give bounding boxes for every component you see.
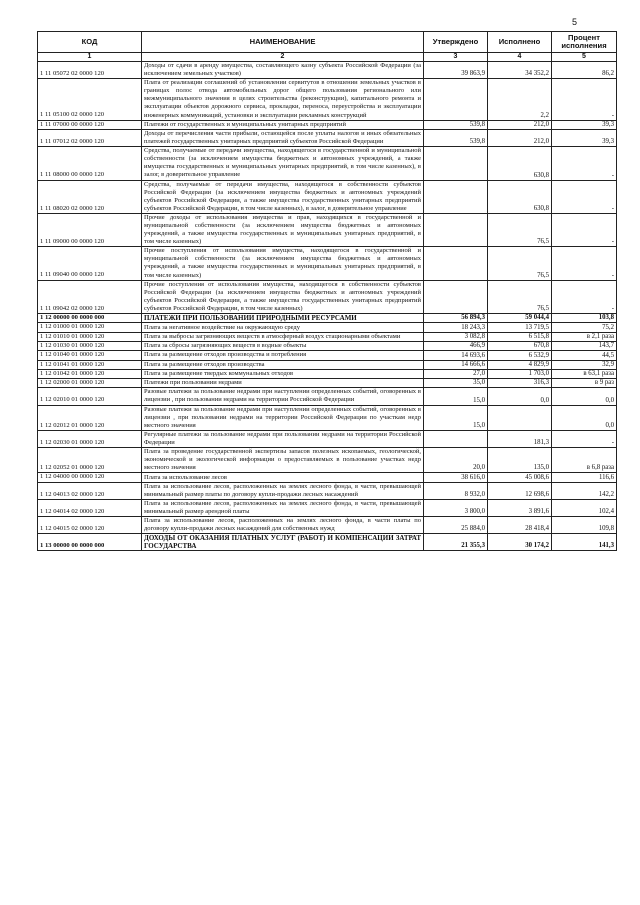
row-name: Средства, получаемые от передачи имущества, находящегося в собственности субъектов Российской Федерации (за исключением имущества бюджетных и автономных учреждений субъектов Российской Федерации, а также имущества государственных унитарных предприятий субъектов Российской Федерации, в том числе казенных), в залог, в доверительное управление [142, 180, 424, 213]
row-executed: 630,8 [488, 147, 552, 180]
table-header-row [38, 32, 617, 53]
table-row [38, 147, 617, 180]
page-number: 5 [572, 17, 578, 27]
row-executed: 6 532,9 [488, 351, 552, 360]
table-row [38, 473, 617, 482]
row-name: Прочие доходы от использования имущества и прав, находящихся в государственной и муниципальной собственности (за исключением имущества бюджетных и автономных учреждений, а также имущества государственных и муниципальных унитарных предприятий, в том числе казенных) [142, 213, 424, 246]
row-percent: 103,8 [552, 314, 617, 323]
column-number: 4 [488, 53, 552, 62]
row-name: Плата за размещение отходов производства и потребления [142, 351, 424, 360]
row-name: Плата от реализации соглашений об установлении сервитутов в отношении земельных участков в границах полос отвода автомобильных дорог общего пользования регионального или межмуниципального значения в целях строительства (реконструкции), капитального ремонта и эксплуатации объектов дорожного сервиса, прокладки, переноса, переустройства и эксплуатации инженерных коммуникаций, установки и эксплуатации рекламных конструкций [142, 79, 424, 120]
row-name: Платежи от государственных и муниципальных унитарных предприятий [142, 120, 424, 129]
row-approved: 35,0 [424, 379, 488, 388]
row-approved: 20,0 [424, 448, 488, 473]
row-percent: в 6,8 раза [552, 448, 617, 473]
row-name: Плата за использование лесов, расположенных на землях лесного фонда, в части, превышающей минимальный размер арендной платы [142, 499, 424, 516]
row-code: 1 12 04015 02 0000 120 [38, 517, 142, 534]
row-approved: 18 243,3 [424, 323, 488, 332]
row-percent: - [552, 280, 617, 313]
table-row [38, 341, 617, 350]
row-code: 1 11 09040 00 0000 120 [38, 247, 142, 280]
row-code: 1 12 01000 01 0000 120 [38, 323, 142, 332]
table-row [38, 180, 617, 213]
row-code: 1 12 02000 01 0000 120 [38, 379, 142, 388]
row-approved: 539,8 [424, 120, 488, 129]
row-name: ПЛАТЕЖИ ПРИ ПОЛЬЗОВАНИИ ПРИРОДНЫМИ РЕСУРСАМИ [142, 314, 424, 323]
table-row [38, 369, 617, 378]
row-approved: 39 863,9 [424, 62, 488, 79]
row-percent: 86,2 [552, 62, 617, 79]
header-name: НАИМЕНОВАНИЕ [142, 32, 424, 53]
row-code: 1 11 09000 00 0000 120 [38, 213, 142, 246]
row-name: Плата за использование лесов [142, 473, 424, 482]
row-percent: 39,3 [552, 129, 617, 146]
row-approved: 466,9 [424, 341, 488, 350]
row-approved [424, 430, 488, 447]
row-name: Плата за выбросы загрязняющих веществ в атмосферный воздух стационарными объектами [142, 332, 424, 341]
row-approved: 25 884,0 [424, 517, 488, 534]
row-code: 1 12 04013 02 0000 120 [38, 482, 142, 499]
row-code: 1 12 00000 00 0000 000 [38, 314, 142, 323]
row-percent: 0,0 [552, 405, 617, 430]
row-approved: 27,0 [424, 369, 488, 378]
column-number: 2 [142, 53, 424, 62]
row-approved: 21 355,3 [424, 534, 488, 551]
header-percent: Процент исполнения [552, 32, 617, 53]
row-code: 1 12 04014 02 0000 120 [38, 499, 142, 516]
row-approved: 38 616,0 [424, 473, 488, 482]
row-code: 1 11 07012 02 0000 120 [38, 129, 142, 146]
row-executed: 2,2 [488, 79, 552, 120]
row-approved: 3 082,8 [424, 332, 488, 341]
table-row [38, 129, 617, 146]
row-percent: 32,9 [552, 360, 617, 369]
row-code: 1 11 08020 02 0000 120 [38, 180, 142, 213]
row-executed: 630,8 [488, 180, 552, 213]
row-code: 1 11 09042 02 0000 120 [38, 280, 142, 313]
row-code: 1 12 01040 01 0000 120 [38, 351, 142, 360]
table-row [38, 314, 617, 323]
row-percent: 44,5 [552, 351, 617, 360]
row-name: Плата за проведение государственной экспертизы запасов полезных ископаемых, геологической, экономической и экологической информации о предоставляемых в пользование участках недр местного значения [142, 448, 424, 473]
row-name: Плата за негативное воздействие на окружающую среду [142, 323, 424, 332]
row-approved: 15,0 [424, 405, 488, 430]
row-executed: 670,8 [488, 341, 552, 350]
row-approved: 8 932,0 [424, 482, 488, 499]
row-percent: 141,3 [552, 534, 617, 551]
row-percent: 109,8 [552, 517, 617, 534]
row-executed: 212,0 [488, 120, 552, 129]
row-percent: 75,2 [552, 323, 617, 332]
row-code: 1 12 04000 00 0000 120 [38, 473, 142, 482]
row-name: Разовые платежи за пользование недрами при наступлении определенных событий, оговоренных в лицензии , при пользовании недрами на территории Российской Федерации [142, 388, 424, 405]
row-approved: 15,0 [424, 388, 488, 405]
row-executed: 76,5 [488, 280, 552, 313]
row-name: Платежи при пользовании недрами [142, 379, 424, 388]
column-number-row [38, 53, 617, 62]
row-executed: 181,3 [488, 430, 552, 447]
row-code: 1 12 02012 01 0000 120 [38, 405, 142, 430]
row-name: Доходы от перечисления части прибыли, остающейся после уплаты налогов и иных обязательных платежей государственных унитарных предприятий субъектов Российской Федерации [142, 129, 424, 146]
row-percent: 116,6 [552, 473, 617, 482]
row-code: 1 12 01042 01 0000 120 [38, 369, 142, 378]
row-executed: 0,0 [488, 388, 552, 405]
row-code: 1 12 01030 01 0000 120 [38, 341, 142, 350]
row-executed: 76,5 [488, 213, 552, 246]
row-executed: 28 418,4 [488, 517, 552, 534]
table-row [38, 517, 617, 534]
table-row [38, 79, 617, 120]
row-percent: - [552, 147, 617, 180]
row-percent: в 9 раз [552, 379, 617, 388]
table-row [38, 405, 617, 430]
row-code: 1 12 02052 01 0000 120 [38, 448, 142, 473]
table-row [38, 499, 617, 516]
row-executed: 59 044,4 [488, 314, 552, 323]
table-row [38, 482, 617, 499]
column-number: 3 [424, 53, 488, 62]
row-name: Прочие поступления от использования имущества, находящегося в государственной и муниципальной собственности (за исключением имущества бюджетных и автономных учреждений, а также имущества государственных и муниципальных унитарных предприятий, в том числе казенных) [142, 247, 424, 280]
row-code: 1 12 02030 01 0000 120 [38, 430, 142, 447]
row-code: 1 11 05100 02 0000 120 [38, 79, 142, 120]
row-approved [424, 247, 488, 280]
row-executed: 3 891,6 [488, 499, 552, 516]
row-approved: 56 894,3 [424, 314, 488, 323]
row-name: Регулярные платежи за пользование недрами при пользовании недрами на территории Российской Федерации [142, 430, 424, 447]
row-percent: 102,4 [552, 499, 617, 516]
row-percent: - [552, 180, 617, 213]
table-row [38, 388, 617, 405]
row-name: Доходы от сдачи в аренду имущества, составляющего казну субъекта Российской Федерации (за исключением земельных участков) [142, 62, 424, 79]
row-code: 1 13 00000 00 0000 000 [38, 534, 142, 551]
row-executed: 1 703,0 [488, 369, 552, 378]
row-approved [424, 147, 488, 180]
row-executed: 45 008,6 [488, 473, 552, 482]
table-row [38, 351, 617, 360]
row-code: 1 11 05072 02 0000 120 [38, 62, 142, 79]
row-name: Разовые платежи за пользование недрами при наступлении определенных событий, оговоренных в лицензии , при пользовании недрами на территории Российской Федерации по участкам недр местного значения [142, 405, 424, 430]
row-executed: 76,5 [488, 247, 552, 280]
table-body [38, 62, 617, 551]
row-percent: 143,7 [552, 341, 617, 350]
row-executed [488, 405, 552, 430]
table-row [38, 213, 617, 246]
row-approved [424, 213, 488, 246]
row-code: 1 12 01041 01 0000 120 [38, 360, 142, 369]
column-number: 1 [38, 53, 142, 62]
table-row [38, 62, 617, 79]
header-approved: Утверждено [424, 32, 488, 53]
row-executed: 12 698,6 [488, 482, 552, 499]
table-row [38, 120, 617, 129]
table-row [38, 379, 617, 388]
row-code: 1 12 02010 01 0000 120 [38, 388, 142, 405]
row-executed: 212,0 [488, 129, 552, 146]
table-row [38, 280, 617, 313]
table-row [38, 247, 617, 280]
row-percent: - [552, 247, 617, 280]
row-name: ДОХОДЫ ОТ ОКАЗАНИЯ ПЛАТНЫХ УСЛУГ (РАБОТ) И КОМПЕНСАЦИИ ЗАТРАТ ГОСУДАРСТВА [142, 534, 424, 551]
row-name: Средства, получаемые от передачи имущества, находящегося в государственной и муниципальной собственности (за исключением имущества бюджетных и автономных учреждений, а также имущества государственных и муниципальных унитарных предприятий, в том числе казенных), в залог, в доверительное управление [142, 147, 424, 180]
row-code: 1 12 01010 01 0000 120 [38, 332, 142, 341]
row-approved: 14 693,6 [424, 351, 488, 360]
row-code: 1 11 07000 00 0000 120 [38, 120, 142, 129]
row-approved [424, 280, 488, 313]
row-executed: 13 719,5 [488, 323, 552, 332]
column-number: 5 [552, 53, 617, 62]
row-name: Плата за размещение отходов производства [142, 360, 424, 369]
revenue-report-table [37, 31, 617, 551]
row-percent: в 63,1 раза [552, 369, 617, 378]
table-row [38, 430, 617, 447]
row-name: Плата за размещение твердых коммунальных отходов [142, 369, 424, 378]
row-name: Плата за использование лесов, расположенных на землях лесного фонда, в части, превышающей минимальный размер платы по договору купли-продажи лесных насаждений [142, 482, 424, 499]
row-percent: 39,3 [552, 120, 617, 129]
row-approved [424, 180, 488, 213]
row-executed: 30 174,2 [488, 534, 552, 551]
row-code: 1 11 08000 00 0000 120 [38, 147, 142, 180]
table-row [38, 360, 617, 369]
row-approved: 3 800,0 [424, 499, 488, 516]
table-row [38, 534, 617, 551]
row-approved [424, 79, 488, 120]
header-code: КОД [38, 32, 142, 53]
row-percent: - [552, 430, 617, 447]
row-percent: - [552, 213, 617, 246]
row-percent: в 2,1 раза [552, 332, 617, 341]
row-name: Прочие поступления от использования имущества, находящегося в собственности субъектов Российской Федерации (за исключением имущества бюджетных и автономных учреждений субъектов Российской Федерации, а также имущества государственных унитарных предприятий субъектов Российской Федерации, в том числе казенных) [142, 280, 424, 313]
row-executed: 6 515,8 [488, 332, 552, 341]
row-executed: 135,0 [488, 448, 552, 473]
row-executed: 4 829,9 [488, 360, 552, 369]
row-percent: 142,2 [552, 482, 617, 499]
header-executed: Исполнено [488, 32, 552, 53]
row-approved: 539,8 [424, 129, 488, 146]
table-row [38, 332, 617, 341]
table-row [38, 448, 617, 473]
row-name: Плата за использование лесов, расположенных на землях лесного фонда, в части платы по договору купли-продажи лесных насаждений для собственных нужд [142, 517, 424, 534]
row-approved: 14 666,6 [424, 360, 488, 369]
row-executed: 316,3 [488, 379, 552, 388]
row-percent: 0,0 [552, 388, 617, 405]
row-name: Плата за сбросы загрязняющих веществ в водные объекты [142, 341, 424, 350]
row-executed: 34 352,2 [488, 62, 552, 79]
table-row [38, 323, 617, 332]
row-percent: - [552, 79, 617, 120]
